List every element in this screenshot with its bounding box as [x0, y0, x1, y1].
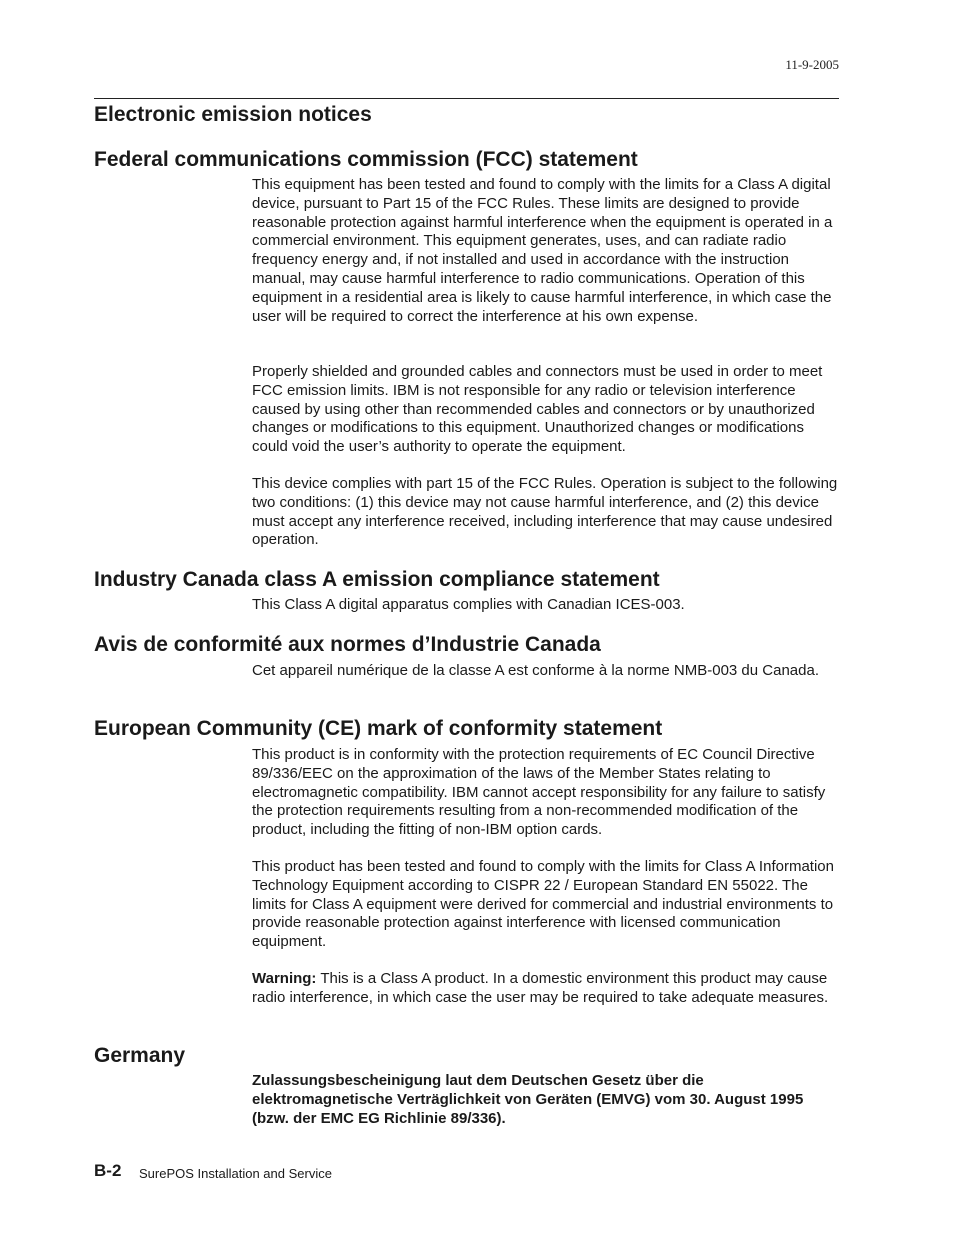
book-title: SurePOS Installation and Service	[139, 1166, 332, 1181]
warning-label: Warning:	[252, 970, 317, 987]
fcc-paragraph-3: This device complies with part 15 of the FCC Rules. Operation is subject to the following two conditions: (1) this device may not cause harmful interference, and (2) this device must accept any interference received, including interference that may cause undesired operation.	[252, 475, 838, 549]
fcc-heading: Federal communications commission (FCC) statement	[94, 148, 638, 171]
avis-heading: Avis de conformité aux normes d’Industrie Canada	[94, 633, 601, 656]
ce-warning-paragraph	[252, 970, 842, 1008]
canada-paragraph: This Class A digital apparatus complies with Canadian ICES-003.	[252, 596, 685, 613]
germany-paragraph: Zulassungsbescheinigung laut dem Deutschen Gesetz über die elektromagnetische Verträglichkeit von Geräten (EMVG) vom 30. August 1995 (bzw. der EMC EG Richlinie 89/336).	[252, 1072, 804, 1127]
revision-date: 11-9-2005	[785, 57, 839, 72]
header-rule	[94, 98, 839, 99]
ce-paragraph-1: This product is in conformity with the protection requirements of EC Council Directive 89/336/EEC on the approximation of the laws of the Member States relating to electromagnetic compatibility. IBM cannot accept responsibility for any failure to satisfy the protection requirements resulting from a non-recommended modification of the product, including the fitting of non-IBM option cards.	[252, 746, 826, 839]
page-number: B-2	[94, 1161, 122, 1180]
canada-heading: Industry Canada class A emission compliance statement	[94, 568, 660, 591]
fcc-paragraph-1: This equipment has been tested and found to comply with the limits for a Class A digital device, pursuant to Part 15 of the FCC Rules. These limits are designed to provide reasonable protection against harmful interference when the equipment is operated in a commercial environment. This equipment generates, uses, and can radiate radio frequency energy and, if not installed and used in accordance with the instruction manual, may cause harmful interference to radio communications. Operation of this equipment in a residential area is likely to cause harmful interference, in which case the user will be required to correct the interference at his own expense.	[252, 176, 833, 325]
ce-heading: European Community (CE) mark of conformity statement	[94, 717, 663, 740]
page-title: Electronic emission notices	[94, 103, 372, 126]
germany-heading: Germany	[94, 1044, 186, 1067]
ce-paragraph-2: This product has been tested and found to comply with the limits for Class A Information Technology Equipment according to CISPR 22 / European Standard EN 55022. The limits for Class A equipment were derived for commercial and industrial environments to provide reasonable protection against interference with licensed communication equipment.	[252, 858, 834, 951]
avis-paragraph: Cet appareil numérique de la classe A est conforme à la norme NMB-003 du Canada.	[252, 662, 819, 679]
fcc-paragraph-2: Properly shielded and grounded cables and connectors must be used in order to meet FCC emission limits. IBM is not responsible for any radio or television interference caused by using other than recommended cables and connectors or by unauthorized changes or modifications to this equipment. Unauthorized changes or modifications could void the user’s authority to operate the equipment.	[252, 363, 823, 456]
warning-text: This is a Class A product. In a domestic environment this product may cause radio interference, in which case the user may be required to take adequate measures.	[252, 970, 829, 1006]
